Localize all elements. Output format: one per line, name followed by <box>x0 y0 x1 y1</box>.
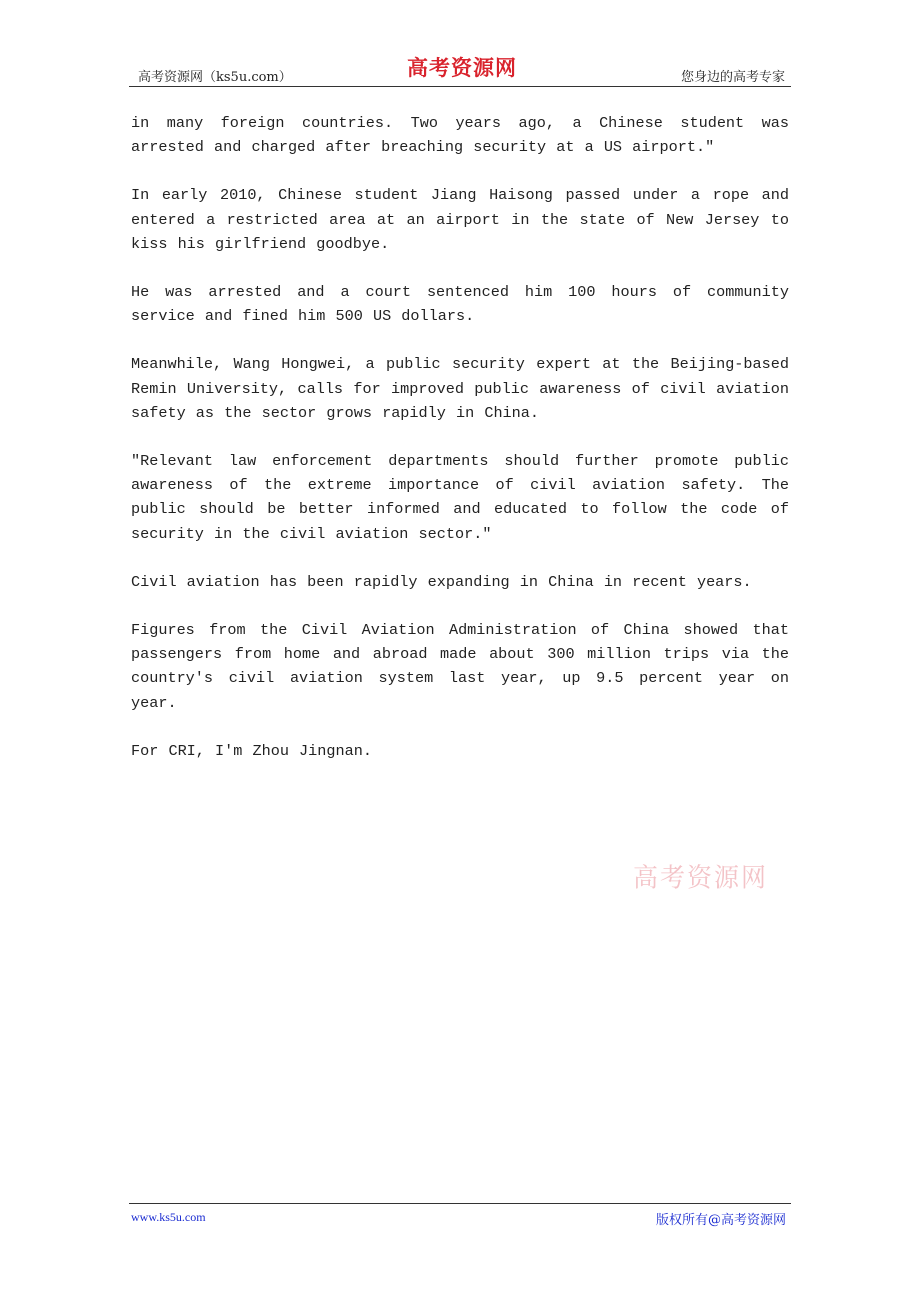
article-paragraph: "Relevant law enforcement departments should further promote public awareness of the extreme importance of civil aviation safety. The public should be better informed and educated to follow the code of security in the civil aviation sector." <box>131 452 789 543</box>
footer-copyright: 版权所有@高考资源网 <box>655 1213 786 1228</box>
article-body <box>131 111 789 787</box>
article-paragraph: He was arrested and a court sentenced him 100 hours of community service and fined him 500 US dollars. <box>131 283 789 326</box>
watermark-logo: 高考资源网 <box>633 862 769 893</box>
header-site-name: 高考资源网（ks5u.com） <box>138 70 292 85</box>
page-header <box>129 52 791 87</box>
article-paragraph: Meanwhile, Wang Hongwei, a public security expert at the Beijing-based Remin University, calls for improved public awareness of civil aviation safety as the sector grows rapidly in China. <box>131 355 789 422</box>
footer-site-link[interactable]: www.ks5u.com <box>131 1210 206 1224</box>
article-paragraph: For CRI, I'm Zhou Jingnan. <box>131 741 372 760</box>
page-footer <box>129 1203 791 1234</box>
article-paragraph: In early 2010, Chinese student Jiang Haisong passed under a rope and entered a restricted area at an airport in the state of New Jersey to kiss his girlfriend goodbye. <box>131 186 789 253</box>
article-paragraph: in many foreign countries. Two years ago, a Chinese student was arrested and charged after breaching security at a US airport." <box>131 114 789 157</box>
article-paragraph: Civil aviation has been rapidly expanding in China in recent years. <box>131 572 752 591</box>
article-paragraph: Figures from the Civil Aviation Administration of China showed that passengers from home and abroad made about 300 million trips via the country's civil aviation system last year, up 9.5 percent year on year. <box>131 621 789 712</box>
header-slogan: 您身边的高考专家 <box>680 70 785 85</box>
header-logo[interactable]: 高考资源网 <box>407 55 517 80</box>
